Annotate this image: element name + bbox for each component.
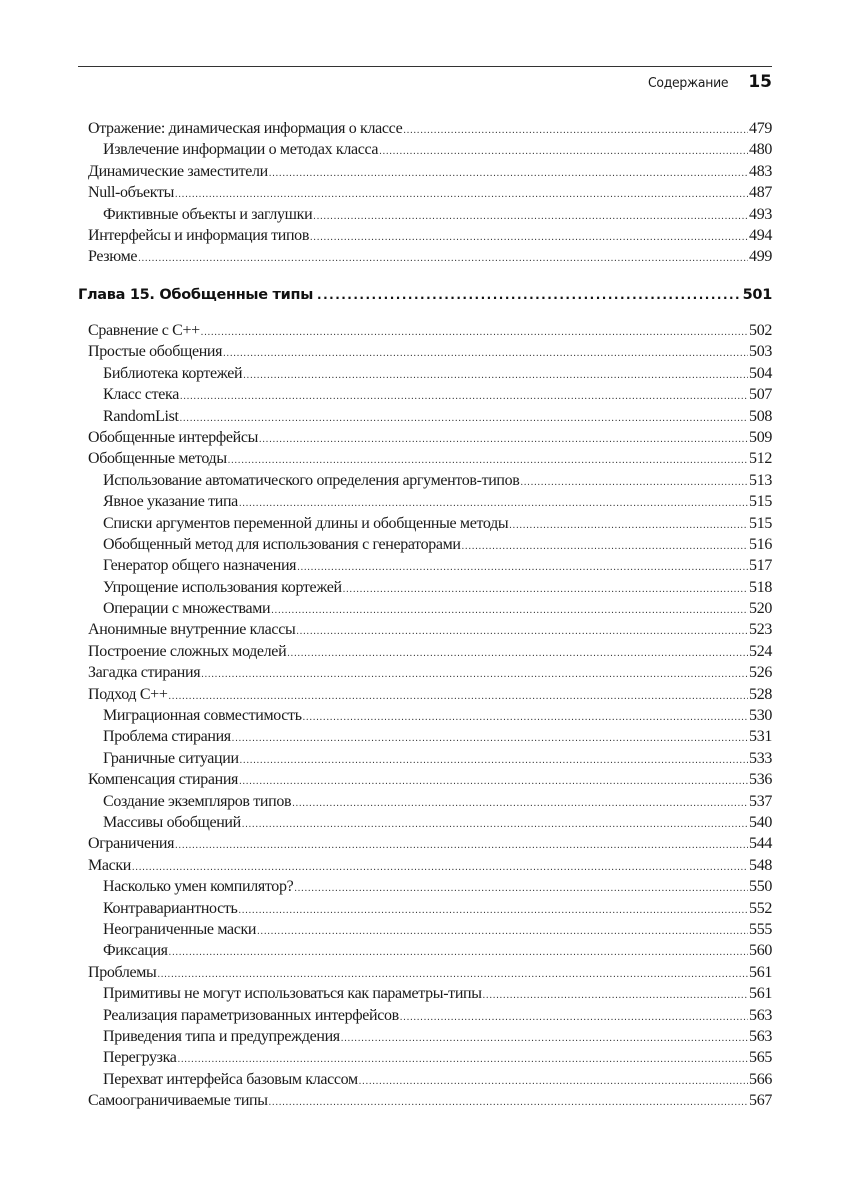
toc-entry-title: Списки аргументов переменной длины и обобщенные методы bbox=[103, 514, 509, 532]
dot-leader bbox=[317, 288, 739, 302]
toc-subentry[interactable] bbox=[88, 598, 772, 619]
toc-subentry[interactable] bbox=[88, 406, 772, 427]
dot-leader bbox=[169, 942, 748, 963]
toc-entry-title: Null-объекты bbox=[88, 184, 174, 202]
toc-entry-title: Контравариантность bbox=[103, 899, 238, 917]
toc-entry-title: Обобщенные методы bbox=[88, 450, 227, 468]
toc-entry-page: 567 bbox=[749, 1092, 772, 1110]
dot-leader bbox=[239, 771, 748, 792]
toc-entry-page: 537 bbox=[749, 792, 772, 810]
toc-subentry[interactable] bbox=[88, 204, 772, 225]
chapter-title: Глава 15. Обобщенные типы bbox=[78, 287, 314, 303]
toc-entry-title: Отражение: динамическая информация о классе bbox=[88, 120, 403, 137]
dot-leader bbox=[403, 120, 748, 141]
dot-leader bbox=[180, 386, 748, 407]
toc-entry-page: 515 bbox=[749, 514, 772, 532]
dot-leader bbox=[271, 600, 748, 621]
toc-entry-page: 494 bbox=[749, 226, 772, 244]
dot-leader bbox=[178, 1049, 748, 1070]
dot-leader bbox=[238, 900, 748, 921]
toc-entry-page: 544 bbox=[749, 835, 772, 853]
dot-leader bbox=[232, 728, 748, 749]
toc-entry-title: Граничные ситуации bbox=[103, 749, 239, 767]
toc-subentry[interactable] bbox=[88, 876, 772, 897]
toc-entry-page: 493 bbox=[749, 205, 772, 223]
toc-entry-page: 565 bbox=[749, 1049, 772, 1067]
toc-entry-page: 483 bbox=[749, 162, 772, 180]
toc-entry-page: 533 bbox=[749, 749, 772, 767]
toc-entry[interactable] bbox=[88, 769, 772, 790]
toc-entry-title: Подход C++ bbox=[88, 685, 168, 703]
toc-entry[interactable] bbox=[88, 1090, 772, 1111]
toc-entry-title: Перегрузка bbox=[103, 1049, 177, 1067]
toc-entry-title: Приведения типа и предупреждения bbox=[103, 1027, 340, 1045]
toc-entry-page: 520 bbox=[749, 600, 772, 618]
toc-subentry[interactable] bbox=[88, 513, 772, 534]
toc-subentry[interactable] bbox=[88, 577, 772, 598]
toc-entry-page: 566 bbox=[749, 1070, 772, 1088]
toc-entry-title: Извлечение информации о методах класса bbox=[103, 141, 379, 159]
toc-subentry[interactable] bbox=[88, 1026, 772, 1047]
dot-leader bbox=[483, 985, 748, 1006]
toc-entry-title: Насколько умен компилятор? bbox=[103, 878, 294, 896]
toc-entry-title: Анонимные внутренние классы bbox=[88, 621, 296, 639]
toc-subentry[interactable] bbox=[88, 748, 772, 769]
dot-leader bbox=[242, 814, 748, 835]
dot-leader bbox=[259, 429, 748, 450]
header-rule bbox=[78, 66, 772, 67]
toc-entry-page: 531 bbox=[749, 728, 772, 746]
dot-leader bbox=[400, 1007, 748, 1028]
page-number: 15 bbox=[748, 72, 772, 92]
dot-leader bbox=[239, 493, 748, 514]
toc-entry[interactable] bbox=[88, 662, 772, 683]
toc-subentry[interactable] bbox=[88, 555, 772, 576]
toc-subentry[interactable] bbox=[88, 983, 772, 1004]
toc-entry-title: Фиктивные объекты и заглушки bbox=[103, 205, 313, 223]
toc-entry-title: Обобщенные интерфейсы bbox=[88, 428, 258, 446]
toc-entry-page: 528 bbox=[749, 685, 772, 703]
toc-subentry[interactable] bbox=[88, 940, 772, 961]
toc-entry[interactable] bbox=[88, 341, 772, 362]
dot-leader bbox=[240, 750, 748, 771]
dot-leader bbox=[521, 472, 749, 493]
toc-entry[interactable] bbox=[88, 182, 772, 203]
toc-entry[interactable] bbox=[88, 320, 772, 341]
toc-entry-title: Обобщенный метод для использования с генераторами bbox=[103, 535, 461, 553]
toc-subentry[interactable] bbox=[88, 898, 772, 919]
dot-leader bbox=[175, 184, 748, 205]
toc-subentry[interactable] bbox=[88, 705, 772, 726]
toc-entry[interactable] bbox=[88, 833, 772, 854]
toc-entry-title: Перехват интерфейса базовым классом bbox=[103, 1070, 358, 1088]
dot-leader bbox=[175, 835, 748, 856]
toc-entry-page: 507 bbox=[749, 386, 772, 404]
toc-entry-page: 480 bbox=[749, 141, 772, 159]
dot-leader bbox=[359, 1071, 748, 1092]
toc-subentry[interactable] bbox=[88, 726, 772, 747]
toc-subentry[interactable] bbox=[88, 470, 772, 491]
dot-leader bbox=[228, 450, 748, 471]
toc-subentry[interactable] bbox=[88, 919, 772, 940]
toc-subentry[interactable] bbox=[88, 791, 772, 812]
dot-leader bbox=[310, 227, 748, 248]
toc-previous-chapter-section bbox=[88, 118, 772, 268]
toc-subentry[interactable] bbox=[88, 1005, 772, 1026]
dot-leader bbox=[509, 515, 748, 536]
dot-leader bbox=[132, 857, 748, 878]
dot-leader bbox=[269, 163, 748, 184]
toc-entry-page: 517 bbox=[749, 557, 772, 575]
toc-entry[interactable] bbox=[88, 641, 772, 662]
toc-entry[interactable] bbox=[88, 619, 772, 640]
toc-entry-title: Неограниченные маски bbox=[103, 920, 257, 938]
toc-entry-page: 479 bbox=[749, 120, 772, 137]
toc-entry-title: Явное указание типа bbox=[103, 493, 238, 511]
toc-entry-title: Массивы обобщений bbox=[103, 813, 241, 831]
toc-entry-title: Резюме bbox=[88, 248, 138, 266]
toc-subentry[interactable] bbox=[88, 139, 772, 160]
toc-entry-page: 548 bbox=[749, 856, 772, 874]
toc-entry-page: 563 bbox=[749, 1027, 772, 1045]
toc-entry-title: Фиксация bbox=[103, 942, 168, 960]
dot-leader bbox=[157, 964, 748, 985]
toc-subentry[interactable] bbox=[88, 812, 772, 833]
toc-subentry[interactable] bbox=[88, 384, 772, 405]
dot-leader bbox=[296, 621, 748, 642]
toc-entry-title: Самоограничиваемые типы bbox=[88, 1092, 268, 1110]
toc-entry[interactable] bbox=[88, 962, 772, 983]
toc-entry[interactable] bbox=[88, 246, 772, 267]
toc-entry-page: 503 bbox=[749, 343, 772, 361]
toc-entry-title: Создание экземпляров типов bbox=[103, 792, 292, 810]
toc-entry-title: Реализация параметризованных интерфейсов bbox=[103, 1006, 399, 1024]
toc-entry-page: 504 bbox=[749, 364, 772, 382]
dot-leader bbox=[297, 557, 748, 578]
toc-entry-page: 561 bbox=[749, 985, 772, 1003]
dot-leader bbox=[201, 322, 748, 343]
toc-entry-title: Интерфейсы и информация типов bbox=[88, 226, 310, 244]
toc-entry-page: 516 bbox=[749, 535, 772, 553]
toc-entry-title: Построение сложных моделей bbox=[88, 642, 287, 660]
toc-entry[interactable] bbox=[88, 225, 772, 246]
toc-entry-page: 550 bbox=[749, 878, 772, 896]
toc-entry-title: Ограничения bbox=[88, 835, 175, 853]
dot-leader bbox=[269, 1092, 748, 1113]
toc-entry-page: 515 bbox=[749, 493, 772, 511]
toc-entry-title: Упрощение использования кортежей bbox=[103, 578, 342, 596]
toc-entry[interactable] bbox=[88, 427, 772, 448]
dot-leader bbox=[257, 921, 748, 942]
dot-leader bbox=[201, 664, 748, 685]
toc-entry-page: 524 bbox=[749, 642, 772, 660]
toc-entry-page: 499 bbox=[749, 248, 772, 266]
dot-leader bbox=[138, 248, 748, 269]
toc-entry[interactable] bbox=[88, 684, 772, 705]
dot-leader bbox=[343, 579, 748, 600]
toc-entry-title: Операции с множествами bbox=[103, 600, 271, 618]
toc-entry-page: 561 bbox=[749, 963, 772, 981]
toc-entry-page: 508 bbox=[749, 407, 772, 425]
toc-entry-title: Генератор общего назначения bbox=[103, 557, 297, 575]
toc-entry-page: 513 bbox=[749, 471, 772, 489]
toc-subentry[interactable] bbox=[88, 1069, 772, 1090]
dot-leader bbox=[169, 686, 749, 707]
running-title: Содержание bbox=[648, 75, 729, 91]
toc-entry-page: 540 bbox=[749, 813, 772, 831]
chapter-heading[interactable] bbox=[78, 287, 772, 311]
toc-entry-page: 512 bbox=[749, 450, 772, 468]
toc-entry-title: Проблема стирания bbox=[103, 728, 231, 746]
dot-leader bbox=[294, 878, 748, 899]
toc-entry[interactable] bbox=[88, 161, 772, 182]
running-head bbox=[641, 72, 772, 94]
toc-entry-title: Класс стека bbox=[103, 386, 179, 404]
toc-entry-title: Миграционная совместимость bbox=[103, 707, 302, 725]
toc-subentry[interactable] bbox=[88, 363, 772, 384]
toc-entry-page: 552 bbox=[749, 899, 772, 917]
toc-entry-title: Примитивы не могут использоваться как параметры-типы bbox=[103, 985, 482, 1003]
toc-chapter-15-section bbox=[88, 320, 772, 1111]
toc-entry-page: 518 bbox=[749, 578, 772, 596]
chapter-page: 501 bbox=[742, 287, 772, 303]
toc-entry-title: Использование автоматического определения аргументов-типов bbox=[103, 471, 520, 489]
toc-entry-title: RandomList bbox=[103, 407, 179, 425]
dot-leader bbox=[303, 707, 748, 728]
toc-entry-page: 530 bbox=[749, 707, 772, 725]
dot-leader bbox=[287, 643, 748, 664]
toc-entry-title: Маски bbox=[88, 856, 132, 874]
toc-entry-page: 502 bbox=[749, 322, 772, 339]
dot-leader bbox=[180, 408, 748, 429]
dot-leader bbox=[341, 1028, 748, 1049]
toc-subentry[interactable] bbox=[88, 491, 772, 512]
toc-entry-title: Загадка стирания bbox=[88, 664, 201, 682]
toc-subentry[interactable] bbox=[88, 1047, 772, 1068]
toc-entry-title: Компенсация стирания bbox=[88, 771, 239, 789]
toc-entry-page: 563 bbox=[749, 1006, 772, 1024]
dot-leader bbox=[223, 343, 748, 364]
toc-entry-title: Динамические заместители bbox=[88, 162, 268, 180]
dot-leader bbox=[379, 141, 748, 162]
toc-entry-title: Библиотека кортежей bbox=[103, 364, 243, 382]
dot-leader bbox=[243, 365, 748, 386]
dot-leader bbox=[292, 793, 748, 814]
toc-entry-title: Проблемы bbox=[88, 963, 157, 981]
toc-entry-page: 523 bbox=[749, 621, 772, 639]
toc-entry-page: 526 bbox=[749, 664, 772, 682]
toc-entry-page: 536 bbox=[749, 771, 772, 789]
dot-leader bbox=[462, 536, 748, 557]
toc-entry-page: 487 bbox=[749, 184, 772, 202]
toc-entry-title: Простые обобщения bbox=[88, 343, 223, 361]
dot-leader bbox=[313, 206, 748, 227]
toc-entry-page: 509 bbox=[749, 428, 772, 446]
toc-entry-page: 555 bbox=[749, 920, 772, 938]
toc-entry[interactable] bbox=[88, 855, 772, 876]
toc-entry[interactable] bbox=[88, 118, 772, 139]
toc-entry[interactable] bbox=[88, 448, 772, 469]
toc-entry-title: Сравнение с C++ bbox=[88, 322, 200, 339]
toc-subentry[interactable] bbox=[88, 534, 772, 555]
toc-entry-page: 560 bbox=[749, 942, 772, 960]
